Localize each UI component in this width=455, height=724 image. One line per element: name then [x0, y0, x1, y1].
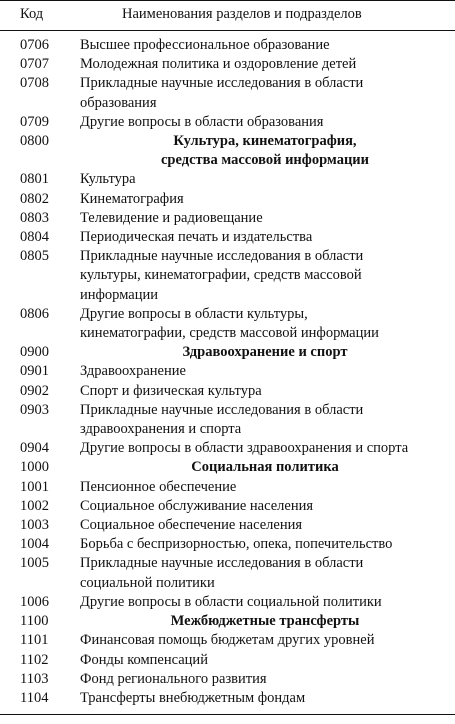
row-code: 1001 — [20, 478, 49, 495]
row-code: 0802 — [20, 190, 49, 207]
row-code: 0708 — [20, 75, 49, 92]
row-code: 1101 — [20, 632, 49, 649]
row-code: 0803 — [20, 209, 49, 226]
table-row — [0, 190, 455, 209]
row-code: 1003 — [20, 517, 49, 534]
section-row — [0, 343, 455, 362]
table-bottom-rule — [0, 714, 455, 715]
row-name: Культура — [80, 171, 136, 188]
table-row — [0, 554, 455, 592]
table-row — [0, 305, 455, 343]
row-name: Финансовая помощь бюджетам других уровней — [80, 632, 375, 649]
table-row — [0, 401, 455, 439]
table-row — [0, 170, 455, 189]
section-title: Межбюджетные трансферты — [170, 613, 360, 630]
table-row — [0, 631, 455, 650]
row-code: 0707 — [20, 56, 49, 73]
table-row — [0, 362, 455, 381]
row-name: Другие вопросы в области культуры, кинематографии, средств массовой информации — [80, 305, 379, 342]
row-name: Другие вопросы в области социальной политики — [80, 593, 382, 610]
row-name: Спорт и физическая культура — [80, 382, 262, 399]
row-name: Здравоохранение — [80, 363, 186, 380]
row-name: Трансферты внебюджетным фондам — [80, 689, 306, 706]
row-code: 0902 — [20, 382, 49, 399]
row-name: Периодическая печать и издательства — [80, 229, 313, 246]
table-row — [0, 228, 455, 247]
table-row — [0, 651, 455, 670]
section-row — [0, 132, 455, 170]
row-name: Социальное обслуживание населения — [80, 497, 314, 514]
table-header — [0, 0, 455, 30]
table-row — [0, 55, 455, 74]
code-column-header: Код — [20, 6, 44, 22]
row-code: 0801 — [20, 171, 49, 188]
row-code: 0800 — [20, 133, 49, 150]
row-name: Фонды компенсаций — [80, 651, 208, 668]
row-name: Пенсионное обеспечение — [80, 478, 237, 495]
row-name: Прикладные научные исследования в области образования — [80, 75, 364, 111]
row-code: 1102 — [20, 651, 49, 668]
table-row — [0, 516, 455, 535]
classification-table — [0, 36, 455, 708]
table-row — [0, 593, 455, 612]
row-code: 0804 — [20, 229, 49, 246]
row-code: 1004 — [20, 536, 49, 553]
table-row — [0, 670, 455, 689]
row-name: Прикладные научные исследования в области культуры, кинематографии, средств массовой информации — [80, 248, 364, 303]
row-name: Социальное обеспечение населения — [80, 517, 303, 534]
row-code: 0900 — [20, 344, 49, 361]
row-code: 0901 — [20, 363, 49, 380]
table-row — [0, 113, 455, 132]
table-row — [0, 478, 455, 497]
section-title: Культура, кинематография, средства массовой информации — [160, 133, 370, 169]
row-code: 1005 — [20, 555, 49, 572]
row-name: Прикладные научные исследования в области социальной политики — [80, 555, 364, 591]
row-code: 1000 — [20, 459, 49, 476]
table-row — [0, 535, 455, 554]
table-row — [0, 74, 455, 112]
row-code: 0806 — [20, 305, 49, 322]
table-row — [0, 497, 455, 516]
row-code: 0903 — [20, 401, 49, 418]
row-code: 1002 — [20, 497, 49, 514]
row-code: 1100 — [20, 613, 49, 630]
row-name: Фонд регионального развития — [80, 670, 267, 687]
section-title: Здравоохранение и спорт — [182, 344, 348, 361]
row-code: 1103 — [20, 670, 49, 687]
table-row — [0, 36, 455, 55]
row-name: Кинематография — [80, 190, 184, 207]
table-row — [0, 209, 455, 228]
row-name: Высшее профессиональное образование — [80, 37, 330, 53]
table-row — [0, 382, 455, 401]
table-row — [0, 439, 455, 458]
row-code: 0805 — [20, 248, 49, 265]
table-row — [0, 689, 455, 708]
row-code: 0904 — [20, 440, 49, 457]
row-code: 0709 — [20, 113, 49, 130]
row-code: 0706 — [20, 37, 49, 53]
row-name: Прикладные научные исследования в области здравоохранения и спорта — [80, 401, 364, 438]
row-name: Другие вопросы в области здравоохранения и спорта — [80, 440, 409, 457]
header-rule — [0, 30, 455, 31]
row-name: Молодежная политика и оздоровление детей — [80, 56, 357, 73]
table-row — [0, 247, 455, 305]
row-name: Телевидение и радиовещание — [80, 209, 263, 226]
section-row — [0, 458, 455, 477]
section-row — [0, 612, 455, 631]
section-title: Социальная политика — [191, 459, 339, 476]
row-name: Другие вопросы в области образования — [80, 113, 324, 130]
name-column-header: Наименования разделов и подразделов — [122, 6, 362, 22]
row-code: 1006 — [20, 593, 49, 610]
row-code: 1104 — [20, 689, 49, 706]
row-name: Борьба с беспризорностью, опека, попечительство — [80, 536, 393, 553]
